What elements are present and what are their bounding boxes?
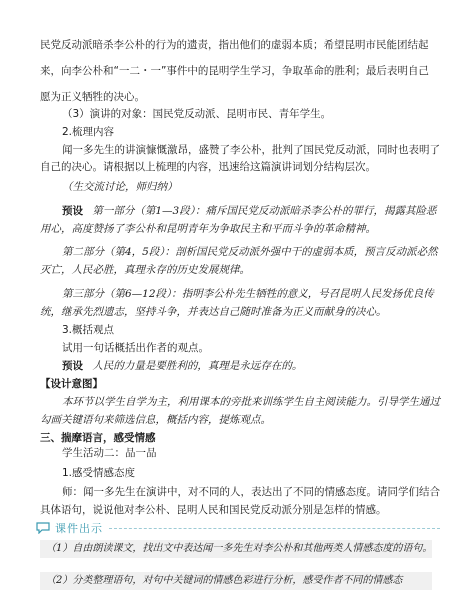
para-line: 用心，高度赞扬了李公朴和昆明青年为争取民主和平而斗争的革命精神。 [40, 223, 376, 235]
para-line: 自己的决心。请根据以上梳理的内容，迅速给这篇演讲词划分结构层次。 [40, 161, 376, 173]
para-line: 具体语句，说说他对李公朴、昆明人民和国民党反动派分别是怎样的情感。 [40, 504, 387, 516]
para-line: 勾画关键语句来筛选信息，概括内容，提炼观点。 [40, 414, 271, 426]
para-line: 来，向李公朴和“一二・一”事件中的昆明学生学习，争取革命的胜利；最后表明自己 [40, 65, 429, 77]
subheading-sort-content: 2.梳理内容 [62, 126, 115, 138]
courseware-item-text: （2）分类整理语句，对句中关键词的情感色彩进行分析，感受作者不同的情感态 [46, 575, 403, 586]
speech-bubble-icon [36, 522, 50, 534]
preset-label: 预设 [62, 360, 83, 372]
preset-text: 人民的力量是要胜利的，真理是永远存在的。 [92, 360, 303, 372]
para-line: 试用一句话概括出作者的观点。 [62, 342, 209, 354]
para-line: 民党反动派暗杀李公朴的行为的遗责，指出他们的虚弱本质；希望昆明市民能团结起 [40, 39, 429, 51]
para-line: 愿为正义牺牲的决心。 [40, 91, 145, 103]
para-line: 师：闻一多先生在演讲中，对不同的人，表达出了不同的情感态度。请同学们结合 [62, 486, 440, 498]
item-3-line: （3）演讲的对象：国民党反动派、昆明市民、青年学生。 [62, 108, 332, 120]
para-line: 本环节以学生自学为主，利用课本的旁批来训练学生自主阅读能力。引导学生通过 [62, 396, 440, 408]
class-note: （生交流讨论，师归纳） [62, 181, 178, 193]
courseware-label: 课件出示 [55, 522, 103, 535]
para-line: 统，继承先烈遗志，坚持斗争，并表达自己随时准备为正义而献身的决心。 [40, 306, 387, 318]
courseware-item-text: （1）自由朗读课文，找出文中表达闻一多先生对李公朴和其他两类人情感态度的语句。 [46, 543, 433, 554]
para-line: 闻一多先生的讲演慷慨激昂，盛赞了李公朴，批判了国民党反动派，同时也表明了 [62, 144, 440, 156]
activity-heading: 学生活动二：品一品 [62, 447, 157, 459]
subheading-feel: 1.感受情感态度 [62, 467, 136, 479]
preset-line [62, 204, 436, 218]
para-line: 灭亡，人民必胜，真理永存的历史发展规律。 [40, 264, 250, 276]
courseware-banner [36, 522, 440, 534]
subheading-summarize: 3.概括观点 [62, 324, 115, 336]
preset-label: 预设 [62, 205, 83, 217]
preset-text: 第一部分（第1—3段）：痛斥国民党反动派暗杀李公朴的罪行，揭露其险恶 [92, 205, 437, 217]
design-intent-heading: 【设计意图】 [40, 378, 103, 390]
divider [109, 528, 440, 529]
preset-line [62, 359, 302, 373]
section-heading: 三、揣摩语言，感受情感 [40, 432, 156, 444]
para-line: 第二部分（第4，5段）：剖析国民党反动派外强中干的虚弱本质，预言反动派必然 [62, 246, 438, 258]
para-line: 第三部分（第6—12段）：指明李公朴先生牺牲的意义，号召昆明人民发扬优良传 [62, 288, 434, 300]
